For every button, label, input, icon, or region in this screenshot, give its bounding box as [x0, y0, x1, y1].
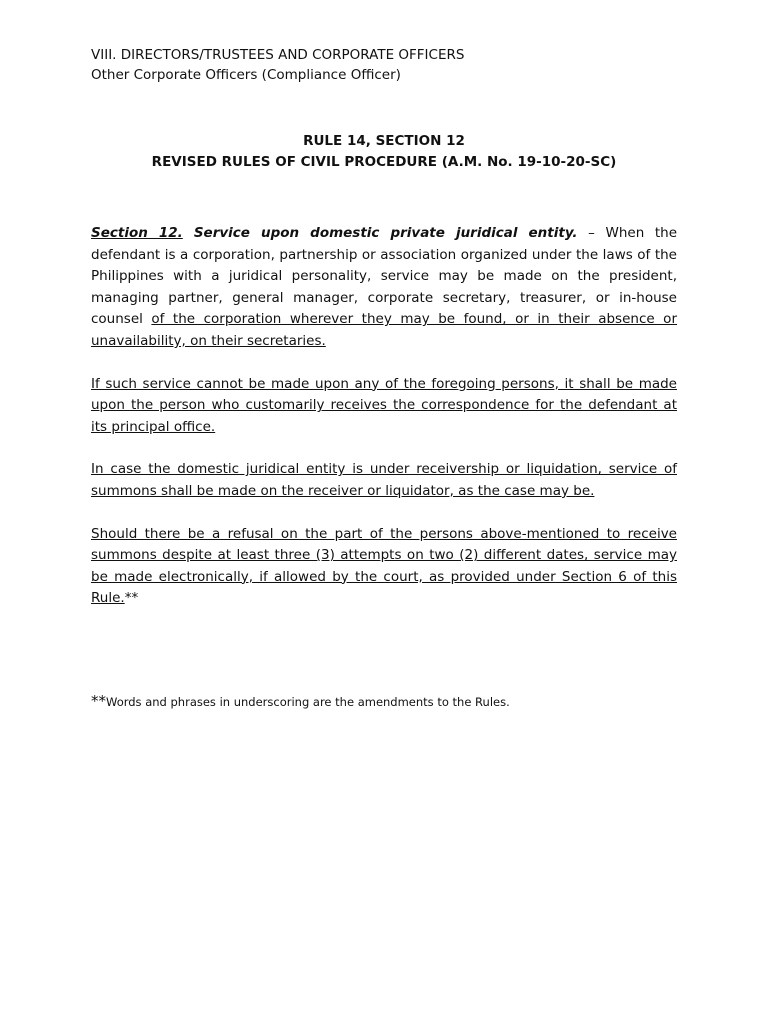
rule-title: RULE 14, SECTION 12	[303, 133, 465, 149]
section-text-amended: of the corporation wherever they may be found, or in their absence or unavailability, on their secretaries.	[91, 311, 677, 349]
section-paragraph	[91, 223, 677, 353]
rule-title-block	[91, 131, 677, 173]
chapter-heading: VIII. DIRECTORS/TRUSTEES AND CORPORATE OFFICERS	[91, 47, 465, 63]
footnote-marker: **	[91, 691, 106, 710]
section-title: Service upon domestic private juridical entity.	[193, 225, 578, 241]
section-title-spacer	[183, 225, 194, 241]
document-page	[91, 45, 677, 722]
amended-text-4: Should there be a refusal on the part of the persons above-mentioned to receive summons despite at least three (3) attempts on two (2) different dates, service may be made electronically, if allowed by the court, as provided under Section 6 of this Rule.	[91, 525, 677, 607]
amended-text-2: If such service cannot be made upon any of the foregoing persons, it shall be made upon the person who customarily receives the correspondence for the defendant at its principal office.	[91, 375, 677, 435]
amended-paragraph-4	[91, 524, 677, 610]
amended-text-3: In case the domestic juridical entity is under receivership or liquidation, service of summons shall be made on the receiver or liquidator, as the case may be.	[91, 461, 677, 499]
amended-paragraph-3	[91, 459, 677, 502]
amendment-marker: **	[124, 590, 139, 607]
chapter-subheading: Other Corporate Officers (Compliance Officer)	[91, 67, 401, 83]
section-label: Section 12.	[91, 225, 183, 241]
amended-paragraph-2	[91, 374, 677, 439]
footnote	[91, 692, 677, 711]
rule-subtitle: REVISED RULES OF CIVIL PROCEDURE (A.M. No. 19-10-20-SC)	[151, 154, 617, 170]
footnote-text: Words and phrases in underscoring are the amendments to the Rules.	[106, 694, 510, 709]
section-text: – When the defendant is a corporation, partnership or association organized under the laws of the Philippines with a juridical personality, service may be made on the president, managing partner, general manager, corporate secretary, treasurer, or in-house counsel	[91, 225, 678, 328]
